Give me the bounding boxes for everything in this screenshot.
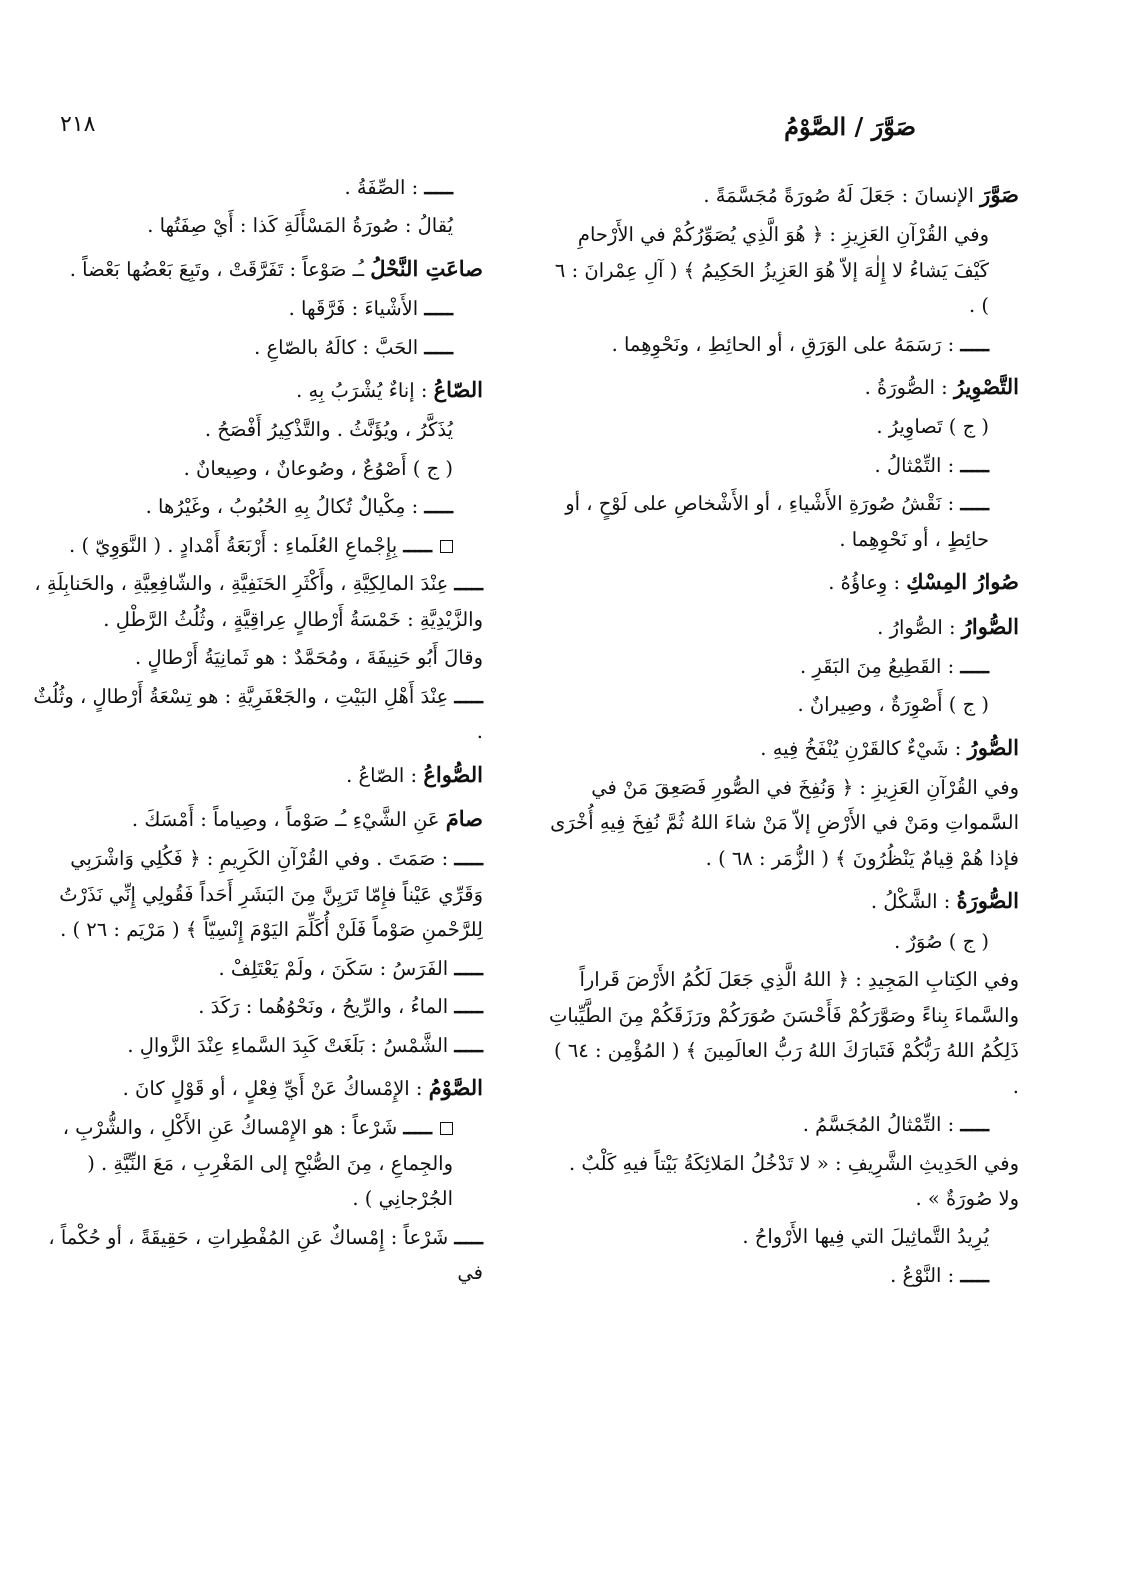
- definition-line: [23, 412, 483, 447]
- definition-text: ( ج ) أَصْوُعٌ ، وصُوعانٌ ، وصِيعانٌ .: [183, 456, 453, 480]
- sense-dash: ـــــ: [960, 453, 989, 477]
- definition-line: [549, 924, 1019, 959]
- dictionary-entry: [23, 250, 483, 288]
- sense-dash: ـــــ: [454, 1225, 483, 1249]
- sense-dash: ـــــ: [454, 572, 483, 596]
- definition-text: الحَبَّ : كالَهُ بالصّاعِ .: [254, 335, 419, 359]
- definition-text: : نَقْشُ صُورَةِ الأَشْياءِ ، أو الأَشْخاصِ على لَوْحٍ ، أو حائِطٍ ، أو نَحْوِهِما .: [565, 492, 989, 551]
- dictionary-entry: [549, 368, 1019, 406]
- definition-line: [23, 989, 483, 1024]
- dictionary-entry: [23, 800, 483, 838]
- definition-line: [549, 448, 1019, 483]
- definition-text: : القَطِيعُ مِنَ البَقَرِ .: [800, 654, 955, 678]
- headword: صَوَّرَ: [980, 182, 1019, 207]
- definition-line: [23, 640, 483, 675]
- dictionary-entry: [549, 176, 1019, 214]
- definition-text: الماءُ ، والرِّيحُ ، ونَحْوُهُما : رَكَدَ .: [198, 995, 449, 1019]
- definition-line: [549, 1146, 1019, 1217]
- dictionary-entry: [549, 729, 1019, 767]
- dictionary-entry: [23, 1069, 483, 1107]
- sense-dash: ـــــ: [424, 297, 453, 321]
- definition-line: [23, 291, 483, 326]
- definition-text: : مِكْيالٌ تُكالُ بِهِ الحُبُوبُ ، وغَيْرُها .: [145, 495, 419, 519]
- definition-text: شَرْعاً : إِمْساكٌ عَنِ المُفْطِراتِ ، حَقِيقَةً ، أو حُكْماً ، في: [48, 1225, 483, 1285]
- definition-text: الشَّمْسُ : بَلَغَتْ كَبِدَ السَّماءِ عِنْدَ الزَّوالِ .: [127, 1033, 449, 1057]
- definition-line: [23, 208, 483, 243]
- headword: الصّاعُ: [433, 377, 483, 403]
- headword: التَّصْوِيرُ: [953, 374, 1019, 400]
- square-icon: [440, 1122, 453, 1135]
- sense-dash: ـــــ: [454, 684, 483, 708]
- headword: صاعَتِ النَّحْلُ: [370, 255, 483, 281]
- definition-line: [549, 687, 1019, 722]
- definition-text: : الإِمْساكُ عَنْ أَيِّ فِعْلٍ ، أو قَوْلٍ كانَ .: [122, 1077, 423, 1101]
- definition-line: [23, 1028, 483, 1063]
- definition-text: الأَشْياءَ : فَرَّقَها .: [288, 297, 419, 321]
- dictionary-entry: [549, 882, 1019, 920]
- definition-line: [549, 1219, 1019, 1254]
- sense-dash: ـــــ: [424, 335, 453, 359]
- headword: الصُّورُ: [967, 734, 1019, 760]
- definition-text: الفَرَسُ : سَكَنَ ، ولَمْ يَعْتَلِفْ .: [218, 956, 449, 980]
- definition-line: [23, 1110, 483, 1216]
- definition-line: [23, 951, 483, 986]
- sense-dash: ـــــ: [403, 1116, 432, 1140]
- definition-text: : الصّاعُ .: [346, 763, 418, 787]
- definition-line: [549, 1107, 1019, 1142]
- headword: الصُّواعُ: [423, 761, 483, 787]
- definition-text: وفي القُرْآنِ العَزِيزِ : ﴿ هُوَ الَّذِي يُصَوِّرُكُمْ في الأَرْحامِ كَيْفَ يَشاءُ لا إِلٰهَ إلاّ هُوَ العَزِيزُ الحَكِيمُ ﴾ ( آلِ عِمْرانَ : ٦ ) .: [554, 223, 989, 318]
- sense-dash: ـــــ: [960, 332, 989, 356]
- sense-dash: ـــــ: [960, 654, 989, 678]
- definition-text: : إناءٌ يُشْرَبُ بِهِ .: [296, 379, 428, 403]
- definition-text: بِإِجْماعِ العُلَماءِ : أَرْبَعَةُ أَمْدادٍ . ( النَّوَوِيّ ) .: [69, 533, 398, 557]
- sense-dash: ـــــ: [960, 492, 989, 516]
- sense-dash: ـــــ: [403, 533, 432, 557]
- definition-line: [549, 486, 1019, 557]
- definition-line: [549, 649, 1019, 684]
- page-number: ٢١٨: [60, 112, 96, 137]
- definition-text: : شَيْءٌ كالقَرْنِ يُنْفَخُ فِيهِ .: [760, 736, 962, 760]
- headword: الصُّورَةُ: [956, 888, 1019, 914]
- definition-line: [549, 409, 1019, 444]
- definition-text: عِنْدَ المالِكِيَّةِ ، وأَكْثَرِ الحَنَفِيَّةِ ، والشّافِعِيَّةِ ، والحَنابِلَةِ ، والزَّيْدِيَّةِ : خَمْسَةُ أَرْطالٍ عِراقِيَّةٍ ، وثُلُثُ الرَّطْلِ .: [34, 572, 483, 631]
- running-head: صَوَّرَ / الصَّوْمُ: [784, 112, 916, 141]
- sense-dash: ـــــ: [454, 956, 483, 980]
- definition-text: يُرِيدُ التَّماثِيلَ التي فِيها الأَرْواحُ .: [742, 1225, 989, 1249]
- definition-line: [23, 679, 483, 750]
- definition-line: [23, 451, 483, 486]
- definition-line: [549, 327, 1019, 362]
- sense-dash: ـــــ: [960, 1263, 989, 1287]
- definition-line: [549, 1258, 1019, 1293]
- headword: صُوارُ المِسْكِ: [906, 569, 1019, 595]
- sense-dash: ـــــ: [454, 1033, 483, 1057]
- definition-text: : رَسَمَهُ على الوَرَقِ ، أو الحائِطِ ، ونَحْوِهِما .: [611, 332, 955, 356]
- definition-text: وفي الحَدِيثِ الشَّرِيفِ : « لا تَدْخُلُ المَلائِكَةُ بَيْتاً فيهِ كَلْبٌ . ولا صُورَةٌ » .: [569, 1151, 1019, 1210]
- definition-text: : وِعاؤُهُ .: [828, 571, 901, 595]
- definition-line: [23, 170, 483, 205]
- definition-text: : صَمَتَ . وفي القُرْآنِ الكَرِيمِ : ﴿ فَكُلِي وَاشْرَبِي وَقَرِّي عَيْناً فإِمّا تَرَيِنَّ مِنَ البَشَرِ أَحَداً فَقُولِي إِنِّي نَذَرْتُ لِلرَّحْمنِ صَوْماً فَلَنْ أُكَلِّمَ اليَوْمَ إِنْسِيّاً ﴾ ( مَرْيَم : ٢٦ ) .: [59, 847, 483, 942]
- sense-dash: ـــــ: [960, 1113, 989, 1137]
- dictionary-entry: [23, 756, 483, 794]
- dictionary-entry: [549, 563, 1019, 601]
- definition-text: الإنسانَ : جَعَلَ لَهُ صُورَةً مُجَسَّمَةً .: [703, 184, 974, 207]
- dictionary-entry: [23, 371, 483, 409]
- definition-text: شَرْعاً : هو الإِمْساكُ عَنِ الأَكْلِ ، والشُّرْبِ ، والجِماعِ ، مِنَ الصُّبْحِ إلى المَغْرِبِ ، مَعَ النِّيَّةِ . ( الجُرْجانِي ) .: [62, 1116, 453, 1211]
- definition-text: وفي القُرْآنِ العَزِيزِ : ﴿ وَنُفِخَ في الصُّورِ فَصَعِقَ مَنْ في السَّمواتِ ومَنْ في الأَرْضِ إلاّ مَنْ شاءَ اللهُ ثُمَّ نُفِخَ فِيهِ أُخْرَى فإذا هُمْ قِيامٌ يَنْظُرُونَ ﴾ ( الزُّمَر : ٦٨ ) .: [550, 775, 1019, 870]
- definition-text: : النَّوْعُ .: [890, 1263, 955, 1287]
- definition-line: [549, 770, 1019, 876]
- definition-line: [549, 962, 1019, 1104]
- definition-text: يُذَكَّرُ ، ويُؤَنَّثُ . والتَّذْكِيرُ أَفْصَحُ .: [204, 418, 453, 442]
- right-column: [549, 170, 1019, 1296]
- sense-dash: ـــــ: [424, 176, 453, 199]
- definition-text: وفي الكِتابِ المَجِيدِ : ﴿ اللهُ الَّذِي جَعَلَ لَكُمُ الأَرْضَ قَراراً والسَّماءَ بِناءً وصَوَّرَكُمْ فَأَحْسَنَ صُوَرَكُمْ ورَزَقَكُمْ مِنَ الطَّيِّباتِ ذَلِكُمُ اللهُ رَبُّكُمْ فَتَبارَكَ اللهُ رَبُّ العالَمِينَ ﴾ ( المُؤْمِن : ٦٤ ) .: [549, 968, 1019, 1098]
- definition-line: [23, 841, 483, 947]
- definition-text: ( ج ) تَصاوِيرُ .: [876, 415, 989, 439]
- sense-dash: ـــــ: [424, 495, 453, 519]
- definition-line: [549, 217, 1019, 323]
- definition-text: : الشَّكْلُ .: [870, 890, 951, 914]
- definition-line: [23, 1220, 483, 1291]
- definition-text: عِنْدَ أَهْلِ البَيْتِ ، والجَعْفَرِيَّةِ : هو تِسْعَةُ أَرْطالٍ ، وثُلُثٌ .: [33, 684, 483, 744]
- definition-line: [23, 489, 483, 524]
- definition-line: [23, 566, 483, 637]
- definition-line: [23, 330, 483, 365]
- definition-text: : الصُّوارُ .: [877, 615, 956, 639]
- left-column: [23, 170, 483, 1294]
- sense-dash: ـــــ: [454, 995, 483, 1019]
- definition-text: وقالَ أَبُو حَنِيفَةَ ، ومُحَمَّدٌ : هو ثَمانِيَةُ أَرْطالٍ .: [135, 646, 483, 670]
- dictionary-entry: [549, 608, 1019, 646]
- headword: الصَّوْمُ: [428, 1075, 483, 1101]
- sense-dash: ـــــ: [454, 847, 483, 871]
- definition-text: : التِّمْثالُ المُجَسَّمُ .: [802, 1113, 955, 1137]
- definition-text: ( ج ) أَصْوِرَةٌ ، وصِيرانٌ .: [797, 693, 989, 717]
- definition-text: : التِّمْثالُ .: [874, 453, 955, 477]
- definition-line: [23, 528, 483, 563]
- square-icon: [440, 540, 453, 553]
- headword: صامَ: [445, 805, 483, 831]
- definition-text: ـُـ صَوْعاً : تَفَرَّقَتْ ، وتَبِعَ بَعْضُها بَعْضاً .: [69, 257, 365, 281]
- definition-text: عَنِ الشَّيْءِ ـُـ صَوْماً ، وصِياماً : أَمْسَكَ .: [131, 807, 440, 831]
- definition-text: يُقالُ : صُورَةُ المَسْأَلَةِ كَذا : أَيْ صِفَتُها .: [147, 214, 453, 238]
- definition-text: : الصُّورَةُ .: [864, 376, 948, 400]
- definition-text: ( ج ) صُوَرٌ .: [894, 929, 989, 953]
- page-header: [60, 112, 1071, 152]
- definition-text: : الصِّفَةُ .: [344, 176, 419, 199]
- headword: الصُّوارُ: [961, 613, 1019, 639]
